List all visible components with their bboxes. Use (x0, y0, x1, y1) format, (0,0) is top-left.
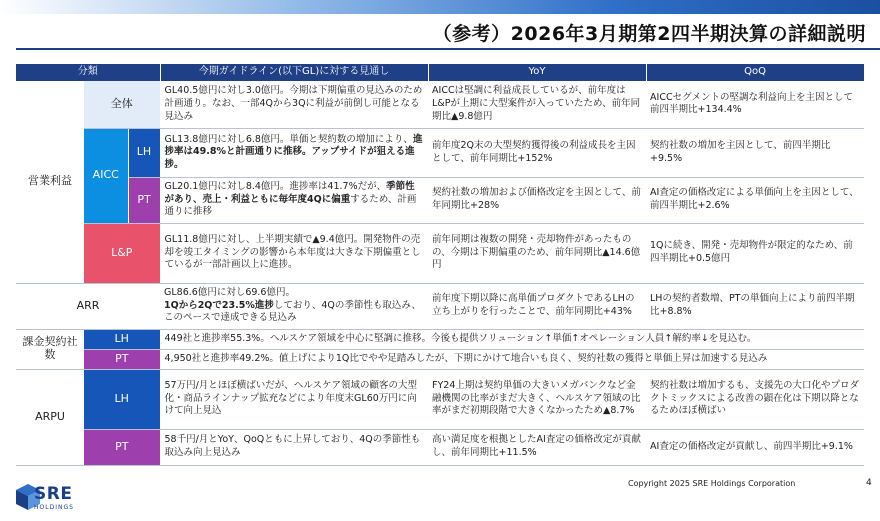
aicc-pt-gl-text: GL20.1億円に対し8.4億円。進捗率は41.7%だが、 (164, 181, 387, 193)
arpu-pt-yoy: 高い満足度を根拠としたAI査定の価格改定が貢献し、前年同期比+11.5% (428, 429, 646, 465)
table-row-billing-pt (16, 349, 864, 369)
lp-qoq: 1Qに続き、開発・売却物件が限定的なため、前四半期比+0.5億円 (646, 223, 864, 283)
total-yoy: AICCは堅調に利益成長しているが、前年度はL&Pが上期に大型案件が入っていたため、前年同期比▲9.8億円 (428, 81, 646, 128)
header-category: 分類 (16, 64, 160, 81)
logo-text: SRE (34, 484, 73, 504)
category-billing: 課金契約社数 (16, 329, 84, 369)
aicc-lh-yoy: 前年度2Q末の大型契約獲得後の利益成長を主因として、前年同期比+152% (428, 128, 646, 177)
logo-subtext: HOLDINGS (34, 504, 74, 511)
arpu-pt-qoq: AI査定の価格改定が貢献し、前四半期比+9.1% (646, 429, 864, 465)
header-qoq: QoQ (646, 64, 864, 81)
segment-pt: PT (128, 177, 160, 223)
segment-arpu-pt: PT (84, 429, 160, 465)
aicc-pt-gl (160, 177, 428, 223)
segment-arpu-lh: LH (84, 369, 160, 429)
arr-gl-post: しており、4Qの季節性も取込み、このペースで達成できる見込み (164, 299, 421, 324)
page-title: （参考）2026年3月期第2四半期決算の詳細説明 (432, 23, 866, 45)
table-row-aicc-lh (16, 128, 864, 177)
title-underline (16, 48, 880, 50)
aicc-lh-gl-text: GL13.8億円に対し6.8億円。単価と契約数の増加により、 (164, 133, 413, 145)
category-operating-profit: 営業利益 (16, 81, 84, 283)
arr-yoy: 前年度下期以降に高単価プロダクトであるLHの立ち上がりを行ったことで、前年同期比+43% (428, 283, 646, 329)
lp-yoy: 前年同期は複数の開発・売却物件があったものの、今期は下期偏重のため、前年同期比▲14.6億円 (428, 223, 646, 283)
aicc-lh-qoq: 契約社数の増加を主因として、前四半期比+9.5% (646, 128, 864, 177)
segment-billing-lh: LH (84, 329, 160, 349)
arpu-pt-gl: 58千円/月とYoY、QoQともに上昇しており、4Qの季節性も取込み向上見込み (160, 429, 428, 465)
billing-pt-text: 4,950社と進捗率49.2%。値上げにより1Q比でやや足踏みしたが、下期にかけて地合いも良く、契約社数の獲得と単価上昇は加速する見込み (160, 349, 864, 369)
table-row-aicc-pt (16, 177, 864, 223)
aicc-pt-gl-post: するため、計画通りに推移 (164, 193, 417, 218)
total-gl: GL40.5億円に対し3.0億円。今期は下期偏重の見込みのため計画通り。なお、一部4Qから3Qに利益が前倒し可能となる見込み (160, 81, 428, 128)
aicc-pt-qoq: AI査定の価格改定による単価向上を主因として、前四半期比+2.6% (646, 177, 864, 223)
category-arpu: ARPU (16, 369, 84, 465)
page-number: 4 (866, 478, 872, 488)
segment-lp: L&P (84, 223, 160, 283)
aicc-lh-gl-bold: 進捗率は49.8%と計画通りに推移。アップサイドが狙える進捗。 (164, 133, 423, 170)
top-gradient-bar (0, 0, 880, 14)
table-row-billing-lh (16, 329, 864, 349)
table-row-total (16, 81, 864, 128)
arr-gl-text: GL86.6億円に対し69.6億円。 (164, 287, 295, 299)
billing-lh-text: 449社と進捗率55.3%。ヘルスケア領域を中心に堅調に推移。今後も提供ソリューション↑単価↑オペレーション人員↑解約率↓を見込む。 (160, 329, 864, 349)
header-guideline: 今期ガイドライン(以下GL)に対する見通し (160, 64, 428, 81)
arpu-lh-qoq: 契約社数は増加するも、支援先の大口化やプロダクトミックスによる改善の顕在化は下期以降となるためほぼ横ばい (646, 369, 864, 429)
segment-billing-pt: PT (84, 349, 160, 369)
header-row (16, 64, 864, 81)
arr-gl-bold: 1Qから2Qで23.5%進捗 (164, 299, 274, 311)
arr-gl (160, 283, 428, 329)
table-row-arpu-lh (16, 369, 864, 429)
arr-qoq: LHの契約者数増、PTの単価向上により前四半期比+8.8% (646, 283, 864, 329)
total-qoq: AICCセグメントの堅調な利益向上を主因として前四半期比+134.4% (646, 81, 864, 128)
header-yoy: YoY (428, 64, 646, 81)
lp-gl: GL11.8億円に対し、上半期実績で▲9.4億円。開発物件の売却を竣工タイミングの影響から本年度は大きな下期偏重としているが一部計画以上に進捗。 (160, 223, 428, 283)
results-table (16, 64, 865, 466)
segment-aicc: AICC (84, 128, 128, 223)
arpu-lh-gl: 57万円/月とほぼ横ばいだが、ヘルスケア領域の顧客の大型化・商品ラインナップ拡充などにより年度末GL60万円に向けて向上見込 (160, 369, 428, 429)
aicc-pt-gl-bold: 季節性があり、売上・利益ともに毎年度4Qに偏重 (164, 181, 415, 205)
arpu-lh-yoy: FY24上期は契約単価の大きいメガバンクなど金融機関の比率がまだ大きく、ヘルスケア領域の比率がまだ初期段階で大きくなかったため▲8.7% (428, 369, 646, 429)
aicc-lh-gl (160, 128, 428, 177)
copyright: Copyright 2025 SRE Holdings Corporation (628, 479, 796, 488)
table-row-arr (16, 283, 864, 329)
table-row-lp (16, 223, 864, 283)
aicc-pt-yoy: 契約社数の増加および価格改定を主因として、前年同期比+28% (428, 177, 646, 223)
table-row-arpu-pt (16, 429, 864, 465)
segment-lh: LH (128, 128, 160, 177)
segment-total: 全体 (84, 81, 160, 128)
category-arr: ARR (16, 283, 160, 329)
